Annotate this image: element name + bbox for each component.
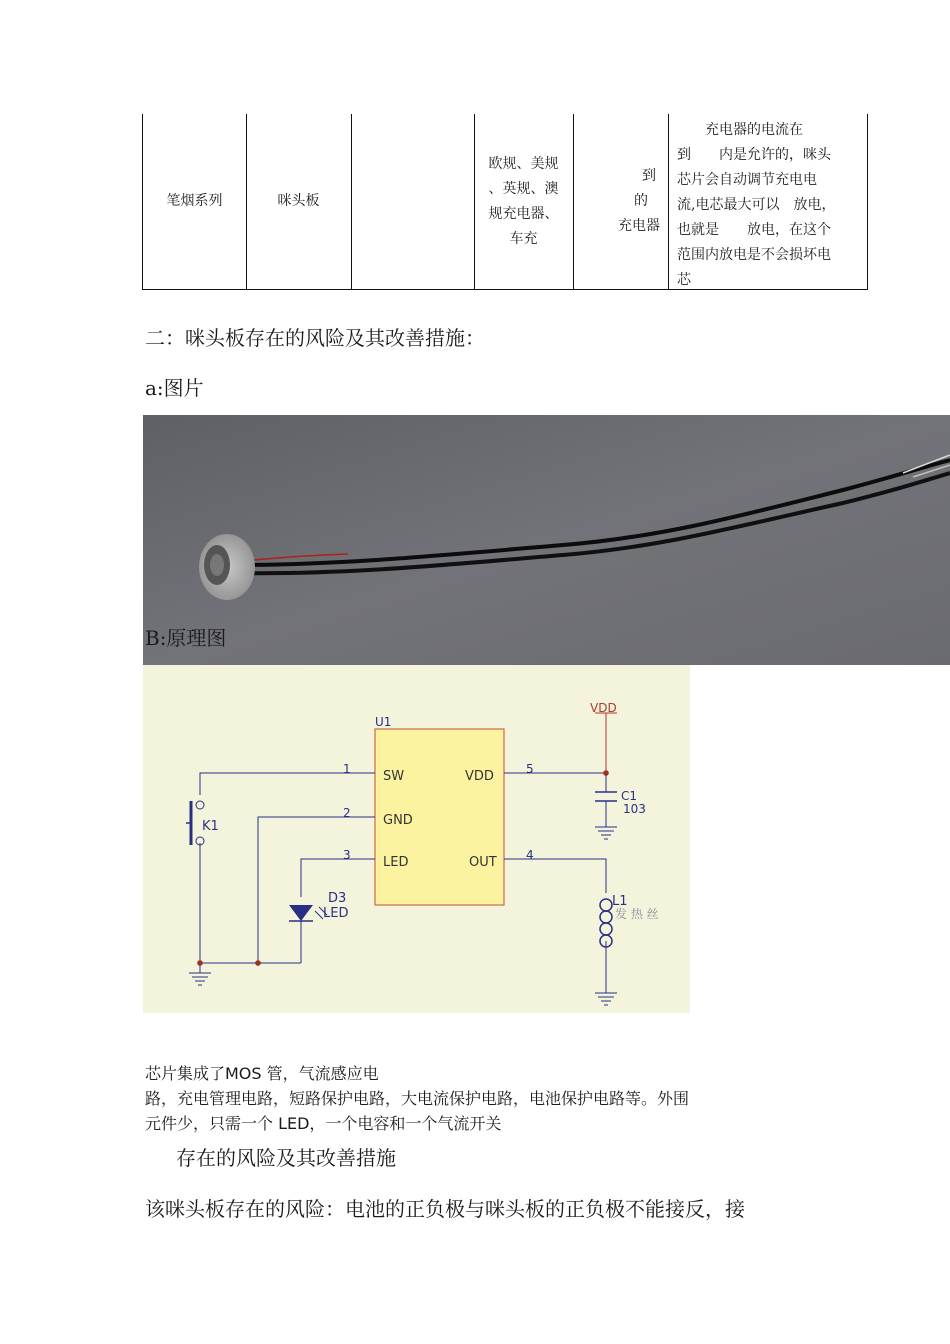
cell-series <box>143 114 246 289</box>
pin-sw: SW <box>383 769 405 784</box>
c1-label: C1 <box>621 789 638 803</box>
d3-value: LED <box>323 906 349 921</box>
cell-charger <box>474 114 573 289</box>
l1-value: 发 热 丝 <box>615 907 659 921</box>
range-line: 到 <box>642 168 656 184</box>
mic-board-photo <box>143 415 950 665</box>
range-line: 的 <box>634 193 648 209</box>
pin-out: OUT <box>469 855 497 870</box>
schematic-diagram <box>143 665 690 1013</box>
note-line: 充电器的电流在 <box>705 122 803 138</box>
ground-symbol <box>189 973 211 985</box>
risk-text: 该咪头板存在的风险：电池的正负极与咪头板的正负极不能接反，接 <box>145 1197 745 1221</box>
label-schematic: B:原理图 <box>145 626 227 650</box>
range-line: 充电器 <box>618 218 660 234</box>
pin-num-1: 1 <box>343 762 351 776</box>
note-line: 芯片会自动调节充电电 <box>677 172 817 188</box>
label-picture: a:图片 <box>145 376 204 400</box>
cell-note <box>668 114 867 289</box>
capacitor-plates <box>595 792 617 801</box>
pin-vdd: VDD <box>465 769 494 784</box>
description <box>145 1061 689 1136</box>
inductor-coil <box>600 899 612 947</box>
junction-dot <box>255 960 261 966</box>
note-line: 也就是 放电，在这个 <box>677 222 831 238</box>
cell-series-text: 笔烟系列 <box>166 193 223 209</box>
description-line: 路，充电管理电路，短路保护电路，大电流保护电路，电池保护电路等。外围 <box>145 1089 690 1108</box>
chip-ref: U1 <box>375 715 392 729</box>
junction-dot <box>603 770 609 776</box>
pin-num-2: 2 <box>343 806 351 820</box>
note-line: 范围内放电是不会损坏电 <box>677 247 831 263</box>
cell-board-text: 咪头板 <box>277 193 320 209</box>
vdd-label: VDD <box>590 701 617 715</box>
charger-line: 、英规、澳 <box>488 180 559 197</box>
charger-line: 欧规、美规 <box>488 155 559 172</box>
junction-dot <box>197 960 203 966</box>
switch-contact <box>196 801 204 809</box>
section-heading: 二：咪头板存在的风险及其改善措施： <box>145 326 485 350</box>
d3-label: D3 <box>328 891 347 906</box>
k1-label: K1 <box>202 819 219 834</box>
pin-led: LED <box>383 855 409 870</box>
description-line: 芯片集成了MOS 管，气流感应电 <box>145 1064 379 1083</box>
spec-table <box>142 114 868 290</box>
note-line: 流,电芯最大可以 放电， <box>677 197 836 213</box>
l1-label: L1 <box>612 894 628 909</box>
note-line: 到 内是允许的，咪头 <box>677 147 831 163</box>
note-line: 芯 <box>677 272 691 288</box>
pin-num-5: 5 <box>526 762 534 776</box>
ground-symbol <box>595 827 617 839</box>
ground-symbol <box>595 993 617 1005</box>
risk-heading: 存在的风险及其改善措施 <box>176 1146 396 1170</box>
pin-num-3: 3 <box>343 848 351 862</box>
c1-value: 103 <box>623 802 646 816</box>
led-diode <box>289 905 313 921</box>
charger-line: 规充电器、 <box>488 205 559 222</box>
charger-line: 车充 <box>509 230 538 247</box>
description-line: 元件少，只需一个 LED，一个电容和一个气流开关 <box>145 1114 502 1133</box>
mic-photo-drawing <box>143 415 950 665</box>
cell-board <box>246 114 351 289</box>
cell-range <box>573 114 668 289</box>
pin-gnd: GND <box>383 813 413 828</box>
pin-num-4: 4 <box>526 848 534 862</box>
schematic-drawing <box>143 665 690 1013</box>
cell-empty <box>351 114 474 289</box>
